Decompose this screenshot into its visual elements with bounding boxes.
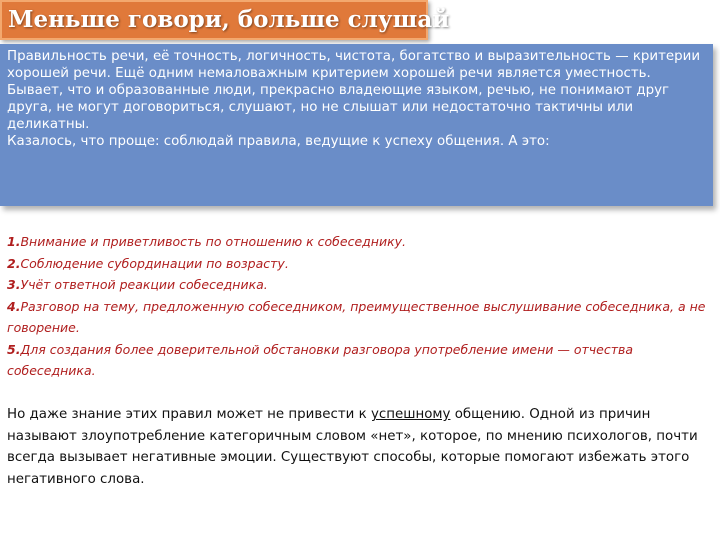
rule-number: 3. xyxy=(7,277,21,292)
intro-paragraph: Казалось, что проще: соблюдай правила, ведущие к успеху общения. А это: xyxy=(7,134,550,149)
rule-item xyxy=(7,296,712,339)
rules-list xyxy=(7,231,712,382)
rule-item xyxy=(7,231,712,253)
rule-text: Соблюдение субординации по возрасту. xyxy=(20,255,289,271)
page-title: Меньше говори, больше слушай xyxy=(8,6,450,33)
closing-text-start: Но даже знание этих правил может не привести к xyxy=(7,407,371,422)
rule-text: Внимание и приветливость по отношению к собеседнику. xyxy=(20,234,406,249)
intro-box xyxy=(0,44,713,206)
rule-item xyxy=(7,253,712,275)
closing-paragraph xyxy=(7,404,707,490)
closing-underlined-word: успешному xyxy=(370,407,451,422)
intro-paragraph: Бывает, что и образованные люди, прекрасно владеющие языком, речью, не понимают друг друга, не могут договориться, слушают, но не слышат или недостаточно тактичны или деликатны. xyxy=(7,83,670,132)
rule-text: Разговор на тему, предложенную собеседником, преимущественное выслушивание собеседника, а не говорение. xyxy=(7,298,706,335)
title-banner xyxy=(0,0,450,40)
rule-number: 1. xyxy=(7,234,21,249)
intro-paragraph: Правильность речи, её точность, логичность, чистота, богатство и выразительность — критерии хорошей речи. Ещё одним немаловажным критерием хорошей речи является уместность. xyxy=(7,49,701,81)
rule-item xyxy=(7,339,712,382)
rule-number: 5. xyxy=(7,341,21,357)
rule-number: 2. xyxy=(7,255,21,271)
closing-text-end: общению. Одной из причин называют злоупотребление категоричным словом «нет», которое, по мнению психологов, почти всегда вызывает негативные эмоции. Существуют способы, которые помогают избежать этого негативного слова. xyxy=(7,407,698,487)
rule-item xyxy=(7,274,712,296)
rule-text: Для создания более доверительной обстановки разговора употребление имени — отчества собеседника. xyxy=(7,341,634,378)
rule-number: 4. xyxy=(7,298,21,314)
rule-text: Учёт ответной реакции собеседника. xyxy=(20,277,268,292)
